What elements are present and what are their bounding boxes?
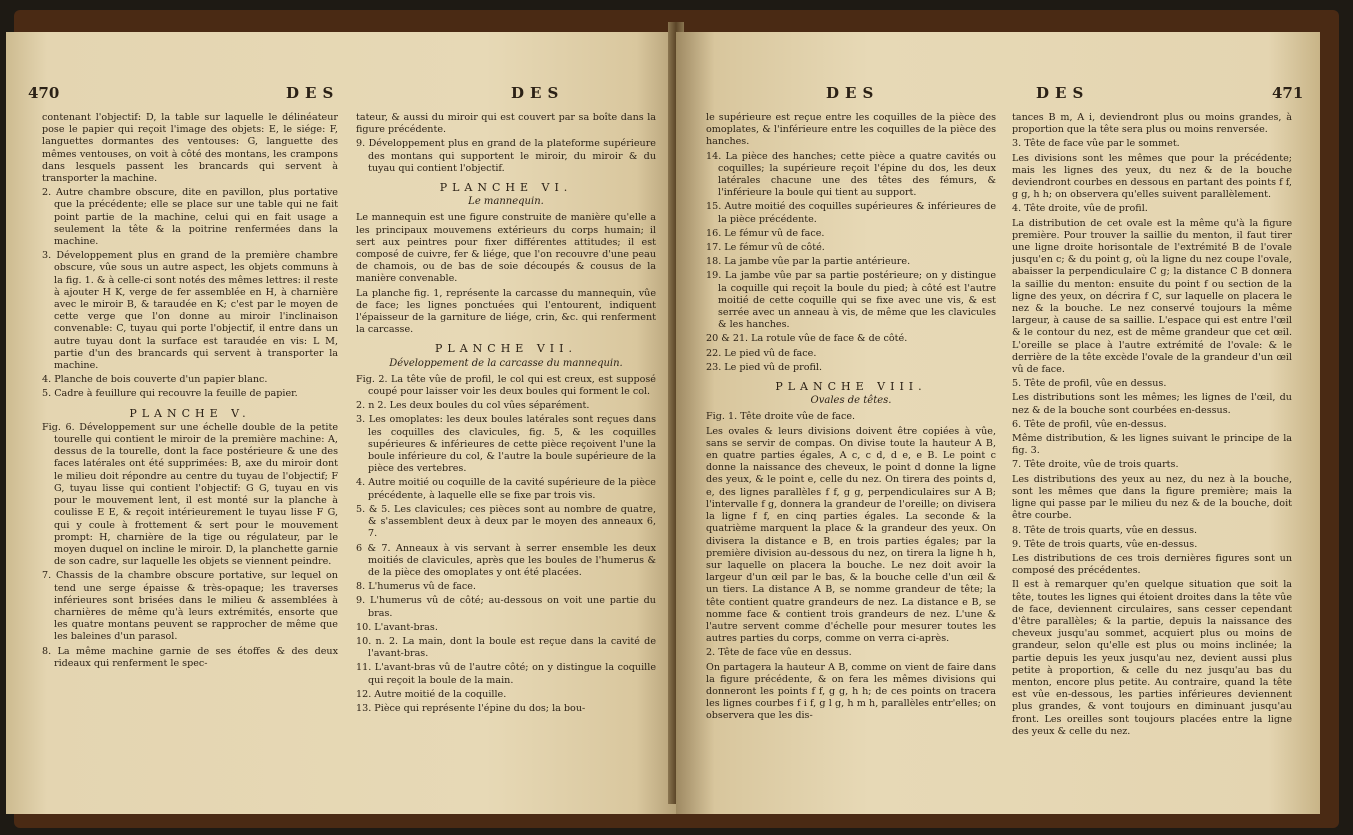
column-left	[706, 112, 996, 812]
column-right	[356, 112, 656, 812]
running-header: DES	[1036, 84, 1090, 102]
paragraph: 8. La même machine garnie de ses étoffes & des deux rideaux qui renferment le spec-	[42, 645, 338, 669]
paragraph: 2. Autre chambre obscure, dite en pavillon, plus portative que la précédente; elle se place sur une table qui ne fait point partie de la machine, celui qui en fait usage a seulement la tête & la poitrine renfermées dans la machine.	[42, 187, 338, 248]
paragraph: 6. Tête de profil, vûe en-dessus.	[1012, 418, 1167, 430]
paragraph: 22. Le pied vû de face.	[706, 347, 817, 359]
paragraph: 10. L'avant-bras.	[356, 621, 438, 633]
paragraph: 9. L'humerus vû de côté; au-dessous on voit une partie du bras.	[356, 595, 656, 619]
right-page	[676, 32, 1320, 814]
paragraph: 13. Pièce qui représente l'épine du dos; la bou-	[356, 702, 586, 714]
paragraph: Les distributions de ces trois dernières figures sont un composé des précédentes.	[1012, 552, 1292, 577]
paragraph: Fig. 2. La tête vûe de profil, le col qui est creux, est supposé coupé pour laisser voir les deux boules qui forment le col.	[356, 373, 656, 398]
paragraph: Le mannequin est une figure construite de manière qu'elle a les principaux mouvemens extérieurs du corps humain; il sert aux peintres pour fixer différentes attitudes; il est composé de cuivre, fer & liége, que l'on recouvre d'une peau de chamois, ou de bas de soie découpés & cousus de la manière convenable.	[356, 212, 656, 285]
paragraph: 3. Tête de face vûe par le sommet.	[1012, 138, 1180, 150]
paragraph: 2. Tête de face vûe en dessus.	[706, 647, 852, 659]
plate-heading: PLANCHE VIII.	[775, 380, 927, 394]
plate-heading: PLANCHE VII.	[435, 342, 577, 356]
paragraph: Fig. 1. Tête droite vûe de face.	[706, 411, 856, 423]
paragraph: 8. L'humerus vû de face.	[356, 581, 476, 593]
paragraph: Les ovales & leurs divisions doivent être copiées à vûe, sans se servir de compas. On divise toute la hauteur A B, en quatre parties égales, A c, c d, d e, e B. Le point c donne la naissance des cheveux, le point d donne la ligne des yeux, & le point e, celle du nez. On tirera des points d, e, des lignes parallèles f f, g g, perpendiculaires sur A B; l'intervalle f g, donnera la grandeur de l'oreille; on divisera la ligne f f, en cinq parties égales. La seconde & la quatrième marquent la place & la grandeur des yeux. On divisera la distance e B, en trois parties égales; par la première division au-dessous du nez, on tirera la ligne h h, sur laquelle on placera la bouche. Le nez doit avoir la largeur d'un œil par le bas, & la bouche celle d'un œil & un tiers. La distance A B, se nomme grandeur de tête; la tête contient quatre grandeurs de nez. La distance e B, se nomme face & contient trois grandeurs de nez. L'une & l'autre servent comme d'échelle pour mesurer toutes les autres parties du corps, comme on verra ci-après.	[706, 425, 996, 645]
paragraph: 8. Tête de trois quarts, vûe en dessus.	[1012, 524, 1198, 536]
paragraph: 9. Développement plus en grand de la plateforme supérieure des montans qui supportent le miroir, du miroir & du tuyau qui contient l'objectif.	[356, 138, 656, 174]
paragraph: 23. Le pied vû de profil.	[706, 361, 823, 373]
paragraph: le supérieure est reçue entre les coquilles de la pièce des omoplates, & l'inférieure entre les coquilles de la pièce des hanches.	[706, 112, 996, 148]
paragraph: 3. Développement plus en grand de la première chambre obscure, vûe sous un autre aspect, les objets communs à la fig. 1. & à celle-ci sont notés des mêmes lettres: il reste à ajouter H K, verge de fer assemblée en H, à charnière avec le miroir B, & taraudée en K; c'est par le moyen de cette verge que l'on donne au miroir l'inclinaison convenable: C, tuyau qui porte l'objectif, il entre dans un autre tuyau dont la surface est taraudée en vis: L M, partie d'un des brancards qui servent à transporter la machine.	[42, 250, 338, 372]
paragraph: 14. La pièce des hanches; cette pièce a quatre cavités ou coquilles; la supérieure reçoit l'épine du dos, les deux latérales chacune une des têtes des fémurs, & l'inférieure la boule qui tient au support.	[706, 150, 996, 199]
paragraph: 17. Le fémur vû de côté.	[706, 242, 825, 254]
paragraph: 10. n. 2. La main, dont la boule est reçue dans la cavité de l'avant-bras.	[356, 635, 656, 660]
page-number: 471	[1272, 84, 1304, 102]
paragraph: 9. Tête de trois quarts, vûe en-dessus.	[1012, 538, 1198, 550]
page-number: 470	[28, 84, 60, 102]
paragraph: 18. La jambe vûe par la partie antérieure.	[706, 256, 911, 268]
paragraph: 6 & 7. Anneaux à vis servant à serrer ensemble les deux moitiés de clavicules, après que les boules de l'humerus & de la pièce des omoplates y ont été placées.	[356, 542, 656, 578]
paragraph: 15. Autre moitié des coquilles supérieures & inférieures de la pièce précédente.	[706, 201, 996, 225]
paragraph: 4. Tête droite, vûe de profil.	[1012, 203, 1148, 215]
paragraph: 4. Autre moitié ou coquille de la cavité supérieure de la pièce précédente, à laquelle elle se fixe par trois vis.	[356, 477, 656, 501]
paragraph: Il est à remarquer qu'en quelque situation que soit la tête, toutes les lignes qui étoient droites dans la tête vûe de face, deviennent circulaires, sans cesser cependant d'être parallèles; & la partie, depuis la naissance des cheveux jusqu'au sommet, acquiert plus ou moins de grandeur, selon qu'elle est plus ou moins inclinée; la partie depuis les yeux jusqu'au nez, devient aussi plus petite à proportion, & celle du nez jusqu'au bas du menton, encore plus petite. Au contraire, quand la tête est vûe en-dessous, les parties inférieures deviennent plus grandes, & vont toujours en diminuant jusqu'au front. Les oreilles sont toujours placées entre la ligne des yeux & celle du nez.	[1012, 579, 1292, 737]
paragraph: 5. & 5. Les clavicules; ces pièces sont au nombre de quatre, & s'assemblent deux à deux par le moyen des anneaux 6, 7.	[356, 503, 656, 540]
paragraph: 16. Le fémur vû de face.	[706, 227, 825, 239]
column-left	[42, 112, 338, 812]
plate-heading: PLANCHE V.	[129, 406, 251, 420]
paragraph: 5. Tête de profil, vûe en dessus.	[1012, 378, 1167, 390]
paragraph: On partagera la hauteur A B, comme on vient de faire dans la figure précédente, & on fera les mêmes divisions qui donneront les points f f, g g, h h; de ces points on tracera les lignes courbes f i f, g l g, h m h, parallèles entr'elles; on observera que les dis-	[706, 661, 996, 722]
running-header: DES	[511, 84, 565, 102]
paragraph: 12. Autre moitié de la coquille.	[356, 688, 507, 700]
paragraph: 4. Planche de bois couverte d'un papier blanc.	[42, 374, 268, 386]
plate-subtitle: Développement de la carcasse du mannequin.	[389, 357, 623, 369]
paragraph: 11. L'avant-bras vû de l'autre côté; on y distingue la coquille qui reçoit la boule de la main.	[356, 662, 656, 686]
running-header: DES	[286, 84, 340, 102]
paragraph: La planche fig. 1, représente la carcasse du mannequin, vûe de face; les lignes ponctuées qui l'entourent, indiquent l'épaisseur de la garniture de liége, crin, &c. qui renferment la carcasse.	[356, 287, 656, 336]
paragraph: 19. La jambe vûe par sa partie postérieure; on y distingue la coquille qui reçoit la boule du pied; à côté est l'autre moitié de cette coquille qui se fixe avec une vis, & est serrée avec un anneau à vis, de même que les clavicules & les hanches.	[706, 270, 996, 331]
paragraph: 20 & 21. La rotule vûe de face & de côté.	[706, 333, 908, 345]
plate-subtitle: Ovales de têtes.	[810, 395, 892, 407]
plate-subtitle: Le mannequin.	[468, 196, 544, 208]
plate-heading: PLANCHE VI.	[439, 181, 573, 195]
paragraph: Fig. 6. Développement sur une échelle double de la petite tourelle qui contient le miroir de la première machine: A, dessus de la tourelle, dont la face postérieure & une des faces latérales ont été supprimées: B, axe du miroir dont le milieu doit répondre au centre du tuyau de l'objectif; F G, tuyau lisse qui contient l'objectif: G G, tuyau en vis pour le mouvement lent, il est monté sur la planche à coulisse E E, & reçoit intérieurement le tuyau lisse F G, qui y coule à frottement & sert pour le mouvement prompt: H, charnière de la tige ou régulateur, par le moyen duquel on incline le miroir. D, la planchette garnie de son cadre, sur laquelle les objets se viennent peindre.	[42, 421, 338, 568]
paragraph: 2. n 2. Les deux boules du col vûes séparément.	[356, 400, 590, 412]
paragraph: Les distributions sont les mêmes; les lignes de l'œil, du nez & de la bouche sont courbées en-dessus.	[1012, 392, 1292, 416]
paragraph: tateur, & aussi du miroir qui est couvert par sa boîte dans la figure précédente.	[356, 112, 656, 136]
paragraph: contenant l'objectif: D, la table sur laquelle le délinéateur pose le papier qui reçoit l'image des objets: E, le siége: F, languettes dormantes des ventouses: G, languette des mêmes ventouses, on voit à côté des montans, les crampons dans lesquels passent les brancards qui servent à transporter la machine.	[42, 112, 338, 185]
left-page	[6, 32, 691, 814]
paragraph: 5. Cadre à feuillure qui recouvre la feuille de papier.	[42, 388, 298, 400]
paragraph: Les distributions des yeux au nez, du nez à la bouche, sont les mêmes que dans la figure première; mais la ligne qui passe par le milieu du nez & de la bouche, doit être courbe.	[1012, 473, 1292, 522]
paragraph: 7. Chassis de la chambre obscure portative, sur lequel on tend une serge épaisse & très-opaque; les traverses inférieures sont brisées dans le milieu & assemblées à charnières de même qu'à leurs extrémités, ensorte que les quatre montans peuvent se rapprocher de même que les baleines d'un parasol.	[42, 570, 338, 643]
paragraph: 7. Tête droite, vûe de trois quarts.	[1012, 459, 1179, 471]
column-right	[1012, 112, 1292, 812]
running-header: DES	[826, 84, 880, 102]
paragraph: Les divisions sont les mêmes que pour la précédente; mais les lignes des yeux, du nez & de la bouche deviendront courbes en dessous en partant des points f f, g g, h h; on observera qu'elles suivent parallèlement.	[1012, 152, 1292, 201]
paragraph: La distribution de cet ovale est la même qu'à la figure première. Pour trouver la saillie du menton, il faut tirer une ligne droite horisontale de l'extrémité B de l'ovale jusqu'en c; & du point g, où la ligne du nez coupe l'ovale, abaisser la perpendiculaire C g; la distance C B donnera la saillie du menton: ensuite du point f ou section de la ligne des yeux, on décrira f C, sur laquelle on placera le nez & la bouche. Le nez conservé toujours la même largeur, à cause de sa saillie. L'espace qui est entre l'œil & le contour du nez, est de même grandeur que cet œil. L'oreille se place à l'autre extrémité de l'ovale: & le derrière de la tête excède l'ovale de la grandeur d'un œil vû de face.	[1012, 217, 1292, 376]
paragraph: Même distribution, & les lignes suivant le principe de la fig. 3.	[1012, 433, 1292, 457]
paragraph: 3. Les omoplates: les deux boules latérales sont reçues dans les coquilles des clavicules, fig. 5, & les coquilles supérieures & inférieures de cette pièce reçoivent l'une la boule inférieure du col, & l'autre la boule supérieure de la pièce des vertebres.	[356, 414, 656, 475]
paragraph: tances B m, A i, deviendront plus ou moins grandes, à proportion que la tête sera plus ou moins renversée.	[1012, 112, 1292, 136]
